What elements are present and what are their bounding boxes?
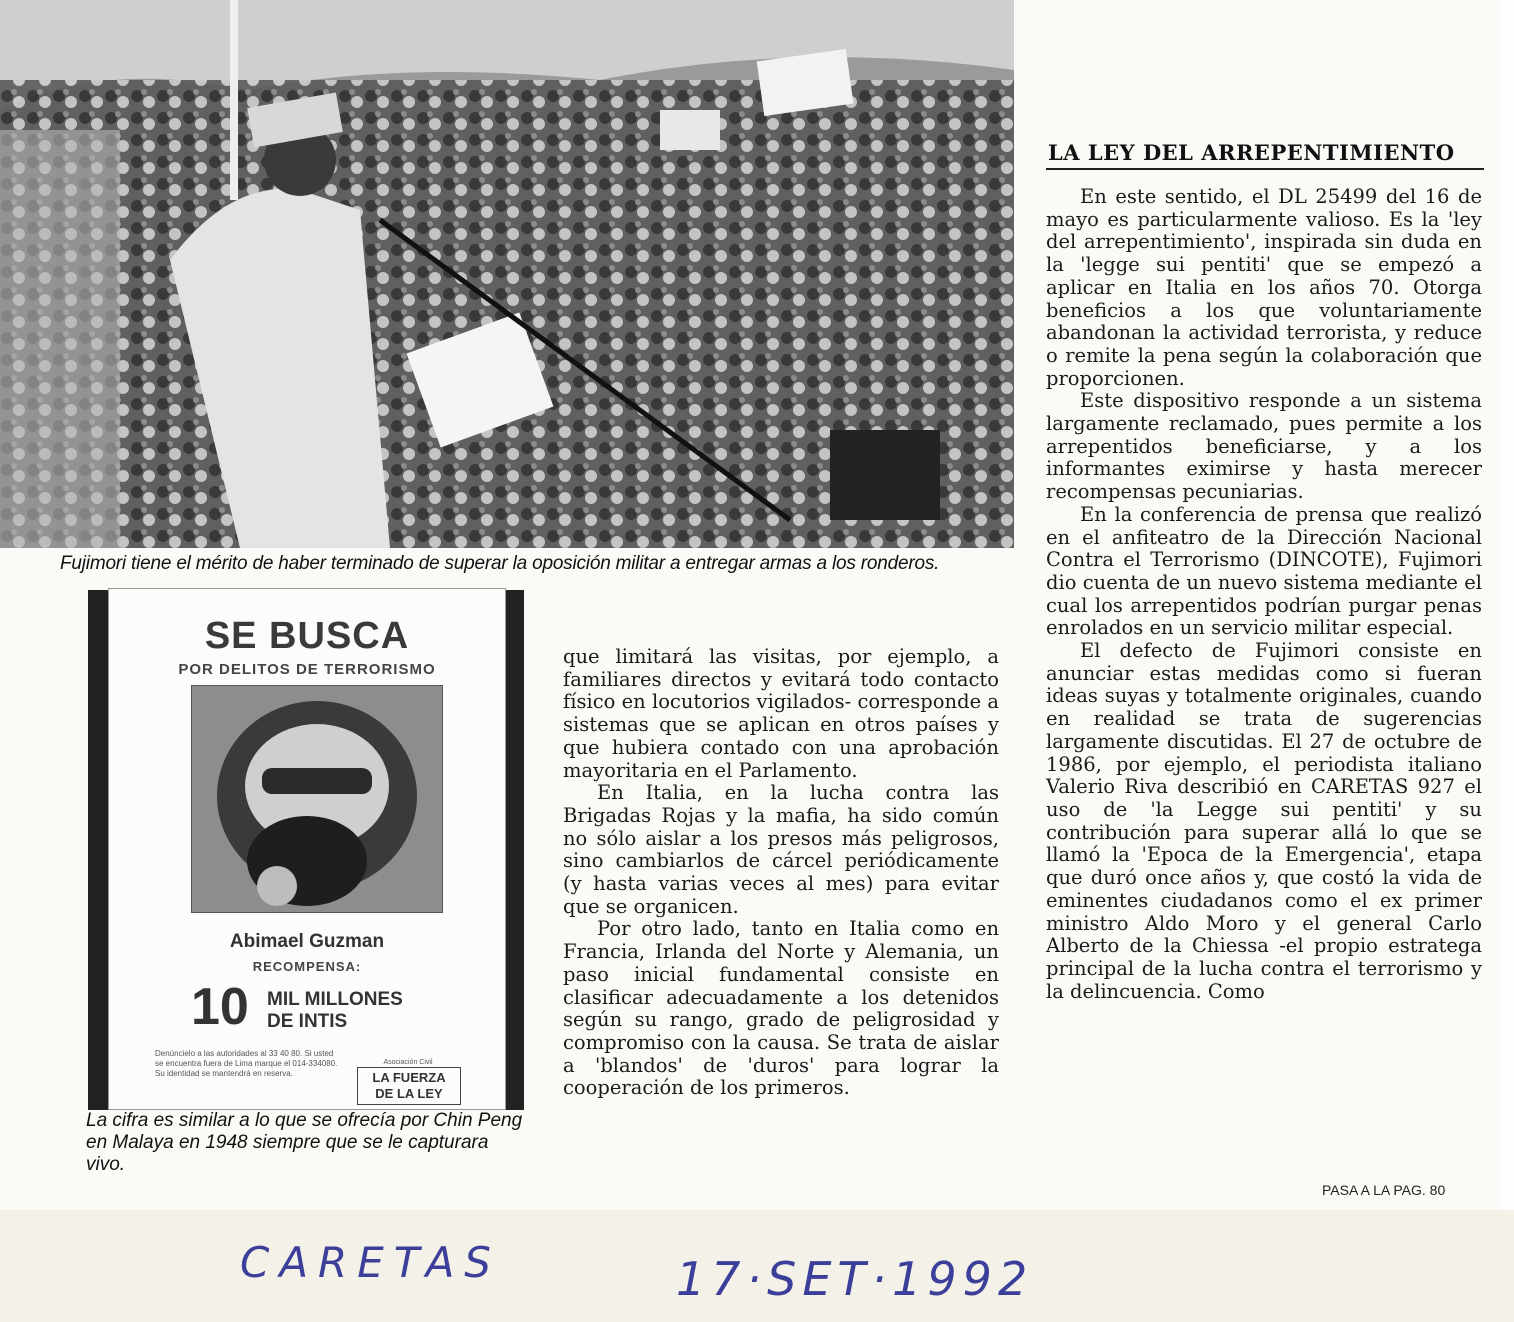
continuation-note: PASA A LA PAG. 80	[1322, 1182, 1446, 1198]
wanted-poster	[108, 588, 506, 1110]
poster-fine-print: Denúncielo a las autoridades al 33 40 80. Si usted se encuentra fuera de Lima marque el 014-334080. Su identidad se mantendrá en reserva.	[155, 1049, 338, 1078]
paragraph: El defecto de Fujimori consiste en anunciar estas medidas como si fueran ideas suyas y totalmente originales, cuando en realidad se trata de sugerencias largamente discutidas. El 27 de octubre de 1986, por ejemplo, el periodista italiano Valerio Riva describió en CARETAS 927 el uso de 'la Legge sui pentiti' y su contribución para superar allá lo que se llamó la 'Epoca de la Emergencia', etapa que duró once años y, que costó la vida de eminentes ciudadanos como el ex primer ministro Aldo Moro y el general Carlo Alberto de la Chiessa -el propio estratega principal de la lucha contra el terrorismo y la delincuencia. Como	[1046, 639, 1482, 1003]
paper-edge	[1500, 0, 1514, 1210]
reward-units-line2: DE INTIS	[267, 1011, 348, 1032]
association-name	[357, 1067, 461, 1105]
right-column	[1046, 186, 1482, 1003]
photo-caption: Fujimori tiene el mérito de haber terminado de superar la oposición militar a entregar armas a los ronderos.	[60, 553, 940, 574]
poster-subtitle: POR DELITOS DE TERRORISMO	[178, 661, 436, 678]
association-name-line1: LA FUERZA	[372, 1070, 446, 1085]
handwritten-date: 17·SET·1992	[676, 1252, 1034, 1306]
paragraph: Este dispositivo responde a un sistema largamente reclamado, pues permite a los arrepentidos beneficiarse, y a los informantes eximirse y hasta merecer recompensas pecuniarias.	[1046, 389, 1482, 504]
association-label: Asociación Civil	[383, 1059, 433, 1066]
rally-photo	[0, 0, 1014, 548]
paragraph: Por otro lado, tanto en Italia como en Francia, Irlanda del Norte y Alemania, un paso inicial fundamental consiste en clasificar adecuadamente a los detenidos según su rango, grado de peligrosidad y compromiso con la causa. Se trata de aislar a 'blandos' de 'duros' para lograr la cooperación de los primeros.	[563, 917, 999, 1100]
poster-title: SE BUSCA	[204, 615, 410, 657]
reward-amount: 10	[191, 978, 249, 1036]
portrait-photo	[191, 685, 443, 913]
reward-units-line1: MIL MILLONES	[267, 989, 403, 1010]
middle-column	[563, 646, 999, 1100]
handwritten-publication: CARETAS	[240, 1238, 501, 1287]
reward-units	[267, 989, 403, 1033]
reward-label: RECOMPENSA:	[252, 959, 362, 974]
paragraph: En Italia, en la lucha contra las Brigadas Rojas y la mafia, ha sido común no sólo aislar a los presos más peligrosos, sino cambiarlos de cárcel periódicamente (y hasta varias veces al mes) para evitar que se organicen.	[563, 781, 999, 918]
section-heading: LA LEY DEL ARREPENTIMIENTO	[1048, 140, 1455, 165]
poster-caption: La cifra es similar a lo que se ofrecía por Chin Peng en Malaya en 1948 siempre que se le capturara vivo.	[86, 1110, 523, 1175]
paragraph: En la conferencia de prensa que realizó en el anfiteatro de la Dirección Nacional Contra el Terrorismo (DINCOTE), Fujimori dio cuenta de un nuevo sistema mediante el cual los arrepentidos podrían purgar penas enrolados en un servicio militar especial.	[1046, 502, 1482, 640]
paragraph: que limitará las visitas, por ejemplo, a familiares directos y evitará todo contacto físico en locutorios vigilados- corresponde a sistemas que se aplican en otros países y que hubiera contado con una aprobación mayoritaria en el Parlamento.	[563, 645, 999, 782]
wanted-name: Abimael Guzman	[229, 931, 385, 952]
heading-rule	[1046, 168, 1484, 170]
paragraph: En este sentido, el DL 25499 del 16 de mayo es particularmente valioso. Es la 'ley del arrepentimiento', inspirada sin duda en la 'legge sui pentiti' que se empezó a aplicar en Italia en los años 70. Otorga beneficios a los que voluntariamente abandonan la actividad terrorista, y reduce o remite la pena según la colaboración que proporcionen.	[1046, 185, 1482, 390]
association-name-line2: DE LA LEY	[375, 1086, 443, 1101]
